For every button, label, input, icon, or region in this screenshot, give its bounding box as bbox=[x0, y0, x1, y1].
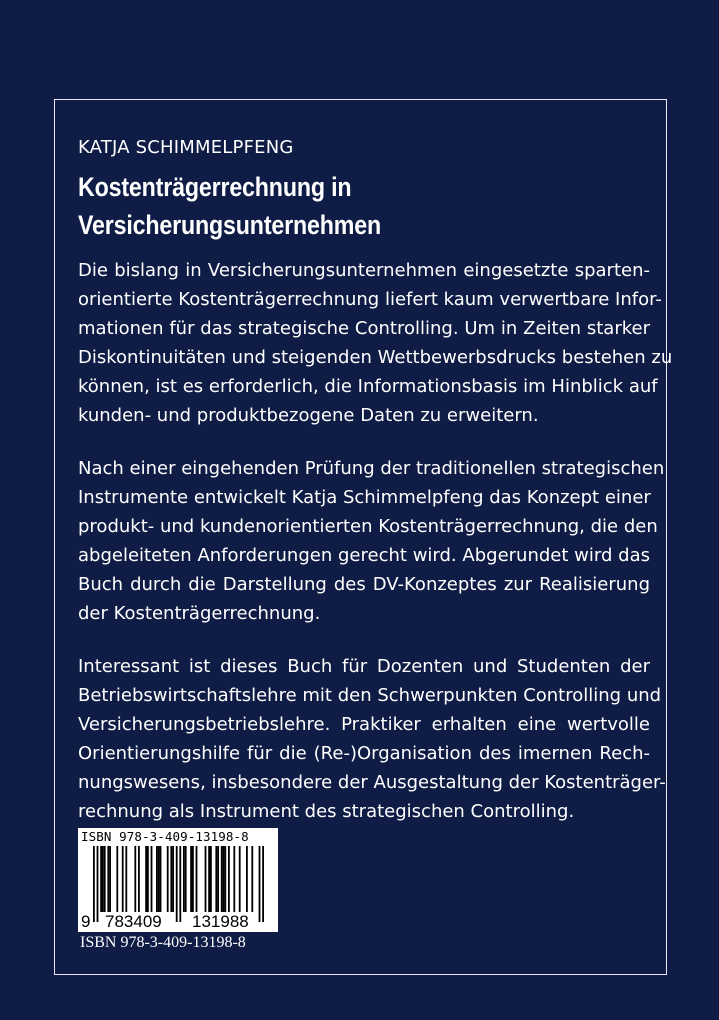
barcode-bar bbox=[138, 846, 140, 912]
text-line: Die bislang in Versicherungsunternehmen eingesetzte sparten- bbox=[78, 260, 650, 281]
text-line: Betriebswirtschaftslehre mit den Schwerpunkten Controlling und bbox=[78, 685, 662, 706]
text-line: Buch durch die Darstellung des DV-Konzeptes zur Realisierung bbox=[78, 574, 650, 595]
blurb-paragraph bbox=[78, 454, 665, 628]
barcode-bar bbox=[170, 846, 172, 912]
text-line: abgeleiteten Anforderungen gerecht wird. Abgerundet wird das bbox=[78, 545, 650, 566]
isbn-text: ISBN 978-3-409-13198-8 bbox=[80, 934, 246, 951]
text-line: Interessant ist dieses Buch für Dozenten und Studenten der bbox=[78, 656, 650, 677]
text-line: Instrumente entwickelt Katja Schimmelpfeng das Konzept einer bbox=[78, 487, 651, 508]
barcode-bar bbox=[259, 846, 261, 922]
barcode-bar bbox=[239, 846, 241, 912]
barcode-bar bbox=[224, 846, 226, 912]
barcode-bar bbox=[223, 846, 225, 912]
text-line: rechnung als Instrument des strategischen Controlling. bbox=[78, 801, 575, 822]
text-line: Diskontinuitäten und steigenden Wettbewerbsdrucks bestehen zu bbox=[78, 347, 673, 368]
text-line: kunden- und produktbezogene Daten zu erweitern. bbox=[78, 405, 539, 426]
barcode-isbn-label: ISBN 978-3-409-13198-8 bbox=[81, 829, 249, 844]
barcode-bar bbox=[190, 846, 192, 912]
barcode-bar bbox=[196, 846, 198, 912]
text-line: der Kostenträgerrechnung. bbox=[78, 603, 321, 624]
blurb bbox=[78, 256, 673, 850]
barcode-bar bbox=[107, 846, 109, 912]
barcode-bar bbox=[145, 846, 147, 912]
barcode-bar bbox=[228, 846, 230, 912]
barcode-bar bbox=[167, 846, 169, 912]
barcode-digit-first: 9 bbox=[81, 912, 91, 931]
barcode-bar bbox=[246, 846, 248, 912]
barcode-bar bbox=[192, 846, 194, 912]
barcode-bar bbox=[183, 846, 185, 912]
barcode-bar bbox=[100, 846, 102, 912]
text-line: nungswesens, insbesondere der Ausgestaltung der Kostenträger- bbox=[78, 772, 666, 793]
barcode-bar bbox=[102, 846, 104, 912]
barcode-bar bbox=[109, 846, 111, 912]
barcode-bar bbox=[215, 846, 217, 912]
barcode-bar bbox=[208, 846, 210, 912]
text-line: orientierte Kostenträgerrechnung liefert kaum verwertbare Infor- bbox=[78, 289, 662, 310]
barcode-bar bbox=[262, 846, 264, 922]
barcode-bar bbox=[134, 846, 136, 912]
barcode-bar bbox=[104, 846, 106, 912]
blurb-paragraph bbox=[78, 256, 673, 430]
barcode-bar bbox=[151, 846, 153, 912]
barcode-bar bbox=[160, 846, 162, 912]
title-line: Versicherungsunternehmen bbox=[78, 210, 381, 240]
barcode-digit-right-group: 131988 bbox=[192, 912, 249, 931]
barcode-bar bbox=[147, 846, 149, 912]
barcode-bar bbox=[210, 846, 212, 912]
author-name: KATJA SCHIMMELPFENG bbox=[78, 137, 294, 158]
barcode-bar bbox=[205, 846, 207, 912]
barcode-bar bbox=[185, 846, 187, 912]
title-line: Kostenträgerrechnung in bbox=[78, 172, 352, 202]
barcode-bar bbox=[97, 846, 99, 922]
text-line: Versicherungsbetriebslehre. Praktiker erhalten eine wertvolle bbox=[78, 714, 650, 735]
barcode-bar bbox=[179, 846, 181, 922]
barcode-bar bbox=[172, 846, 174, 912]
book-title bbox=[78, 168, 560, 244]
barcode-bar bbox=[217, 846, 219, 912]
barcode-bar bbox=[125, 846, 127, 912]
text-line: Nach einer eingehenden Prüfung der traditionellen strategischen bbox=[78, 458, 665, 479]
barcode-bar bbox=[158, 846, 160, 912]
barcode-digits bbox=[78, 912, 278, 932]
barcode-bar bbox=[251, 846, 253, 912]
barcode-digit-left-group: 783409 bbox=[105, 912, 162, 931]
barcode-bar bbox=[233, 846, 235, 912]
blurb-paragraph bbox=[78, 652, 666, 826]
text-line: mationen für das strategische Controlling. Um in Zeiten starker bbox=[78, 318, 650, 339]
barcode-bar bbox=[221, 846, 223, 912]
text-line: produkt- und kundenorientierten Kostenträgerrechnung, die den bbox=[78, 516, 658, 537]
text-line: Orientierungshilfe für die (Re-)Organisation des imernen Rech- bbox=[78, 743, 650, 764]
barcode-bar bbox=[93, 846, 95, 922]
barcode bbox=[78, 828, 278, 932]
barcode-bar bbox=[122, 846, 124, 912]
barcode-bar bbox=[176, 846, 178, 922]
barcode-bar bbox=[116, 846, 118, 912]
barcode-bar bbox=[156, 846, 158, 912]
text-line: können, ist es erforderlich, die Informationsbasis im Hinblick auf bbox=[78, 376, 658, 397]
